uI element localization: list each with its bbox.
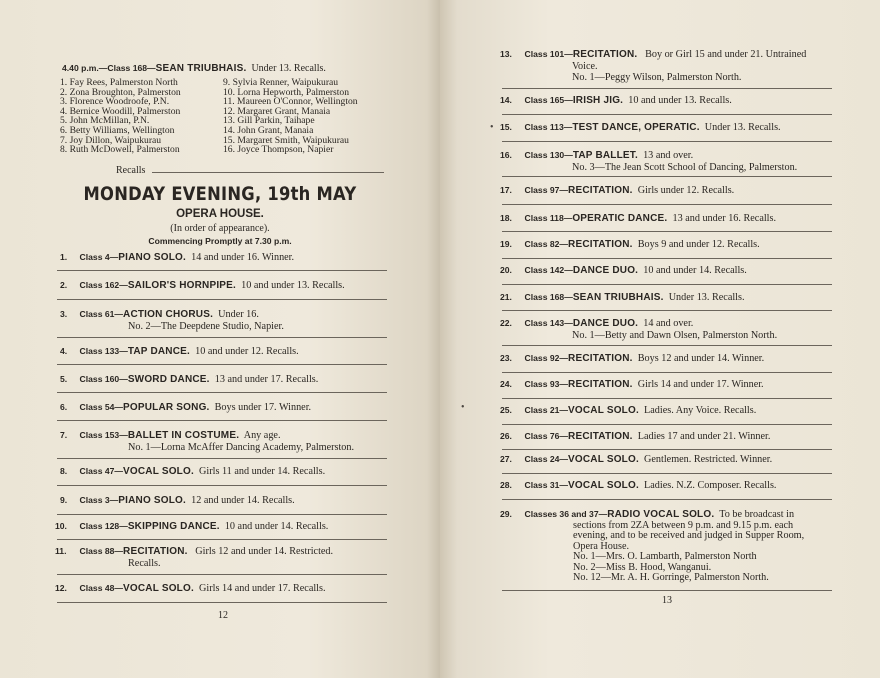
entry-number: 6.: [60, 402, 68, 412]
entry-class: Class 61—: [79, 309, 124, 319]
entry-details: Any age.: [243, 430, 281, 441]
entry-number: 7.: [60, 430, 68, 440]
venue: OPERA HOUSE.: [176, 208, 264, 220]
entry-number: 29.: [500, 509, 512, 519]
entry-number: 2.: [60, 280, 68, 290]
entry-details: 13 and under 17. Recalls.: [214, 374, 319, 385]
entry-details: 14 and under 16. Winner.: [191, 252, 295, 263]
entry-class: Class 92—: [524, 353, 569, 363]
entry-details: 10 and under 12. Recalls.: [195, 346, 299, 357]
entry-rule: [57, 602, 387, 603]
program-entry: [500, 353, 764, 365]
entry-class: Class 24—: [524, 454, 569, 464]
program-entry: [500, 480, 776, 492]
entry-class: Class 133—: [79, 346, 128, 356]
entry-competitor: No. 2—The Deepdene Studio, Napier.: [128, 320, 284, 332]
entry-number: 16.: [500, 150, 512, 160]
entry-class: Class 82—: [524, 239, 569, 249]
print-mark: •: [490, 122, 494, 133]
entry-competitor: No. 12—Mr. A. H. Gorringe, Palmerston North.: [573, 572, 769, 583]
page-number-left: 12: [218, 610, 228, 621]
entry-rule: [502, 176, 832, 177]
entry-class: Class 48—: [79, 583, 124, 593]
program-entry: [500, 49, 806, 84]
entry-details: Boys under 17. Winner.: [214, 402, 312, 413]
entry-title: VOCAL SOLO.: [568, 480, 639, 491]
entry-details: Under 13. Recalls.: [704, 122, 781, 133]
entry-class: Class 113—: [524, 122, 573, 132]
entry-rule: [502, 141, 832, 142]
session-heading: MONDAY EVENING, 19th MAY: [83, 183, 357, 205]
entry-details: To be broadcast in: [719, 509, 795, 520]
program-entry: [500, 318, 777, 341]
entry-title: RECITATION.: [568, 353, 633, 364]
entry-rule: [502, 499, 832, 500]
entry-details: 10 and under 14. Recalls.: [643, 265, 747, 276]
entry-number: 24.: [500, 379, 512, 389]
entry-title: BALLET IN COSTUME.: [127, 430, 240, 441]
competitor: 6. Betty Williams, Wellington: [60, 124, 175, 136]
entry-details: Girls under 12. Recalls.: [637, 185, 735, 196]
entry-number: 18.: [500, 213, 512, 223]
entry-competitor: No. 1—Betty and Dawn Olsen, Palmerston North.: [572, 329, 778, 341]
program-entry: [60, 346, 299, 358]
entry-details: 10 and under 13. Recalls.: [241, 280, 345, 291]
header-title: SEAN TRIUBHAIS.: [155, 63, 247, 74]
entry-rule: [502, 114, 832, 115]
program-entry: [60, 495, 295, 507]
entry-details: Ladies. N.Z. Composer. Recalls.: [644, 480, 777, 491]
entry-rule: [502, 231, 832, 232]
entry-competitor: No. 2—Miss B. Hood, Wanganui.: [573, 561, 712, 573]
entry-competitor: No. 1—Peggy Wilson, Palmerston North.: [572, 72, 742, 83]
entry-number: 10.: [55, 521, 67, 531]
entry-rule: [502, 372, 832, 373]
entry-rule: [502, 449, 832, 450]
program-entry: [60, 374, 318, 386]
entry-sub: Voice.: [572, 60, 598, 72]
entry-class: Class 93—: [524, 379, 569, 389]
entry-details: Girls 12 and under 14. Restricted.: [195, 546, 334, 557]
entry-title: RECITATION.: [123, 546, 188, 557]
entry-number: 12.: [55, 583, 67, 593]
entry-number: 23.: [500, 353, 512, 363]
entry-class: Class 97—: [524, 185, 569, 195]
entry-rule: [502, 204, 832, 205]
recalls-label: Recalls: [116, 165, 146, 176]
entry-class: Class 165—: [524, 95, 573, 105]
entry-rule: [502, 590, 832, 591]
competitor: 14. John Grant, Manaia: [223, 124, 314, 136]
program-entry: [60, 280, 345, 292]
entry-title: PIANO SOLO.: [118, 495, 187, 506]
entry-class: Class 130—: [524, 150, 573, 160]
program-entry: [500, 213, 776, 225]
entry-rule: [57, 458, 387, 459]
entry-rule: [57, 364, 387, 365]
program-entry: [500, 150, 797, 173]
entry-details: 13 and over.: [643, 150, 694, 161]
competitor: 11. Maureen O'Connor, Wellington: [223, 96, 358, 108]
commencing-time: Commencing Promptly at 7.30 p.m.: [148, 236, 292, 246]
competitor: 8. Ruth McDowell, Palmerston: [60, 144, 180, 156]
entry-title: DANCE DUO.: [572, 265, 639, 276]
program-entry: [500, 265, 747, 277]
program-entry: [60, 309, 284, 332]
entry-title: OPERATIC DANCE.: [572, 213, 668, 224]
entry-number: 26.: [500, 431, 512, 441]
entry-class: Classes 36 and 37—: [524, 509, 608, 519]
entry-class: Class 76—: [524, 431, 569, 441]
competitor: 10. Lorna Hepworth, Palmerston: [223, 86, 350, 98]
entry-number: 19.: [500, 239, 512, 249]
program-entry: [60, 466, 325, 478]
entry-rule: [57, 299, 387, 300]
program-entry: [500, 379, 764, 391]
entry-rule: [502, 424, 832, 425]
entry-class: Class 88—: [79, 546, 124, 556]
header-time: 4.40 p.m.: [62, 63, 99, 73]
entry-title: VOCAL SOLO.: [123, 466, 194, 477]
entry-details: Under 16.: [218, 309, 259, 320]
program-entry: [55, 546, 333, 569]
entry-number: 8.: [60, 466, 68, 476]
entry-details-line: Opera House.: [573, 540, 630, 552]
competitor-list-col1: [60, 78, 181, 155]
recalls-line: [152, 172, 384, 173]
entry-details: Boy or Girl 15 and under 21. Untrained: [645, 49, 807, 60]
entry-details: Girls 14 and under 17. Winner.: [637, 379, 764, 390]
program-entry: [60, 402, 311, 414]
entry-title: VOCAL SOLO.: [123, 583, 194, 594]
entry-number: 5.: [60, 374, 68, 384]
program-entry: [60, 252, 294, 264]
competitor: 7. Joy Dillon, Waipukurau: [60, 134, 162, 146]
program-entry: [55, 521, 328, 533]
entry-rule: [57, 420, 387, 421]
entry-details: Ladies. Any Voice. Recalls.: [644, 405, 757, 416]
entry-class: Class 128—: [79, 521, 128, 531]
entry-competitor: No. 3—The Jean Scott School of Dancing, Palmerston.: [572, 161, 798, 173]
entry-title: TEST DANCE, OPERATIC.: [572, 122, 700, 133]
competitor-list-col2: [223, 78, 358, 155]
entry-number: 20.: [500, 265, 512, 275]
entry-class: Class 101—: [524, 49, 573, 59]
entry-details: Girls 14 and under 17. Recalls.: [199, 583, 326, 594]
program-entry: [500, 292, 745, 304]
entry-class: Class 31—: [524, 480, 569, 490]
header-class: —Class 168—: [98, 63, 156, 73]
program-entry: [55, 583, 326, 595]
entry-details: Under 13. Recalls.: [668, 292, 745, 303]
entry-rule: [57, 539, 387, 540]
entry-number: 21.: [500, 292, 512, 302]
competitor: 16. Joyce Thompson, Napier: [223, 144, 334, 156]
entry-title: DANCE DUO.: [572, 318, 639, 329]
entry-class: Class 160—: [79, 374, 128, 384]
entry-details: 13 and under 16. Recalls.: [672, 213, 777, 224]
entry-title: RECITATION.: [568, 185, 633, 196]
entry-rule: [57, 574, 387, 575]
entry-class: Class 153—: [79, 430, 128, 440]
entry-details: Ladies 17 and under 21. Winner.: [637, 431, 771, 442]
entry-number: 3.: [60, 309, 68, 319]
entry-title: SWORD DANCE.: [127, 374, 210, 385]
entry-details: Boys 12 and under 14. Winner.: [637, 353, 765, 364]
page-number-right: 13: [662, 595, 672, 606]
entry-title: ACTION CHORUS.: [123, 309, 214, 320]
program-entry: [500, 95, 732, 107]
entry-rule: [502, 345, 832, 346]
entry-rule: [502, 258, 832, 259]
program-entry: [500, 122, 781, 134]
program-entry: [500, 405, 756, 417]
program-entry: [500, 431, 770, 443]
entry-competitor: No. 1—Mrs. O. Lambarth, Palmerston North: [573, 551, 757, 562]
entry-title: VOCAL SOLO.: [568, 405, 639, 416]
entry-title: POPULAR SONG.: [123, 402, 210, 413]
entry-rule: [502, 473, 832, 474]
entry-number: 25.: [500, 405, 512, 415]
entry-number: 28.: [500, 480, 512, 490]
entry-title: RECITATION.: [568, 379, 633, 390]
entry-class: Class 143—: [524, 318, 573, 328]
entry-class: Class 118—: [524, 213, 573, 223]
entry-rule: [502, 310, 832, 311]
entry-class: Class 54—: [79, 402, 124, 412]
entry-title: RECITATION.: [572, 49, 638, 60]
competitor: 12. Margaret Grant, Manaia: [223, 105, 331, 117]
entry-class: Class 3—: [79, 495, 119, 505]
program-entry: [500, 454, 772, 466]
entry-details: Boys 9 and under 12. Recalls.: [637, 239, 760, 250]
entry-number: 11.: [55, 546, 67, 556]
competitor: 13. Gill Parkin, Taihape: [223, 115, 315, 127]
entry-title: IRISH JIG.: [572, 95, 624, 106]
entry-details: 10 and under 13. Recalls.: [628, 95, 732, 106]
header-details: Under 13. Recalls.: [251, 63, 326, 74]
entry-rule: [502, 398, 832, 399]
entry-title: SEAN TRIUBHAIS.: [572, 292, 664, 303]
competitor: 2. Zona Broughton, Palmerston: [60, 86, 181, 98]
competitor: 9. Sylvia Renner, Waipukurau: [223, 77, 339, 88]
entry-title: RECITATION.: [568, 239, 633, 250]
entry-competitor: No. 1—Lorna McAffer Dancing Academy, Palmerston.: [128, 441, 355, 453]
entry-title: TAP BALLET.: [572, 150, 638, 161]
competitor: 1. Fay Rees, Palmerston North: [60, 77, 178, 88]
entry-number: 9.: [60, 495, 68, 505]
entry-title: PIANO SOLO.: [118, 252, 187, 263]
print-mark: •: [461, 402, 465, 413]
entry-rule: [57, 514, 387, 515]
entry-number: 27.: [500, 454, 512, 464]
entry-number: 13.: [500, 49, 512, 59]
entry-details: Gentlemen. Restricted. Winner.: [644, 454, 773, 465]
entry-title: RECITATION.: [568, 431, 633, 442]
entry-number: 15.: [500, 122, 512, 132]
right-page: [440, 0, 880, 678]
entry-title: RADIO VOCAL SOLO.: [607, 509, 715, 520]
entry-title: VOCAL SOLO.: [568, 454, 639, 465]
entry-rule: [502, 88, 832, 89]
entry-number: 4.: [60, 346, 68, 356]
entry-sub: Recalls.: [128, 557, 161, 569]
entry-number: 17.: [500, 185, 512, 195]
entry-details: 10 and under 14. Recalls.: [224, 521, 329, 532]
program-entry: [500, 185, 734, 197]
entry-class: Class 142—: [524, 265, 573, 275]
entry-number: 14.: [500, 95, 512, 105]
order-note: (In order of appearance).: [170, 223, 270, 234]
entry-details-line: evening, and to be received and judged in Supper Room,: [573, 530, 805, 541]
entry-rule: [57, 485, 387, 486]
entry-class: Class 21—: [524, 405, 569, 415]
entry-rule: [57, 270, 387, 271]
program-entry-radio: [500, 509, 804, 584]
entry-class: Class 168—: [524, 292, 573, 302]
entry-number: 22.: [500, 318, 512, 328]
entry-class: Class 47—: [79, 466, 124, 476]
program-entry: [500, 239, 760, 251]
entry-details-line: sections from 2ZA between 9 p.m. and 9.15 p.m. each: [573, 519, 794, 531]
entry-number: 1.: [60, 252, 68, 262]
entry-rule: [57, 392, 387, 393]
program-entry: [60, 430, 354, 453]
competitor: 3. Florence Woodroofe, P.N.: [60, 96, 170, 108]
entry-details: Girls 11 and under 14. Recalls.: [199, 466, 326, 477]
entry-details: 14 and over.: [643, 318, 694, 329]
entry-class: Class 162—: [79, 280, 128, 290]
entry-title: SKIPPING DANCE.: [127, 521, 220, 532]
header-entry: [62, 63, 326, 74]
entry-class: Class 4—: [79, 252, 119, 262]
entry-rule: [502, 284, 832, 285]
competitor: 5. John McMillan, P.N.: [60, 115, 150, 127]
entry-title: TAP DANCE.: [127, 346, 191, 357]
competitor: 15. Margaret Smith, Waipukurau: [223, 134, 349, 146]
entry-title: SAILOR'S HORNPIPE.: [127, 280, 237, 291]
entry-rule: [57, 337, 387, 338]
competitor: 4. Bernice Woodill, Palmerston: [60, 105, 181, 117]
entry-details: 12 and under 14. Recalls.: [191, 495, 295, 506]
